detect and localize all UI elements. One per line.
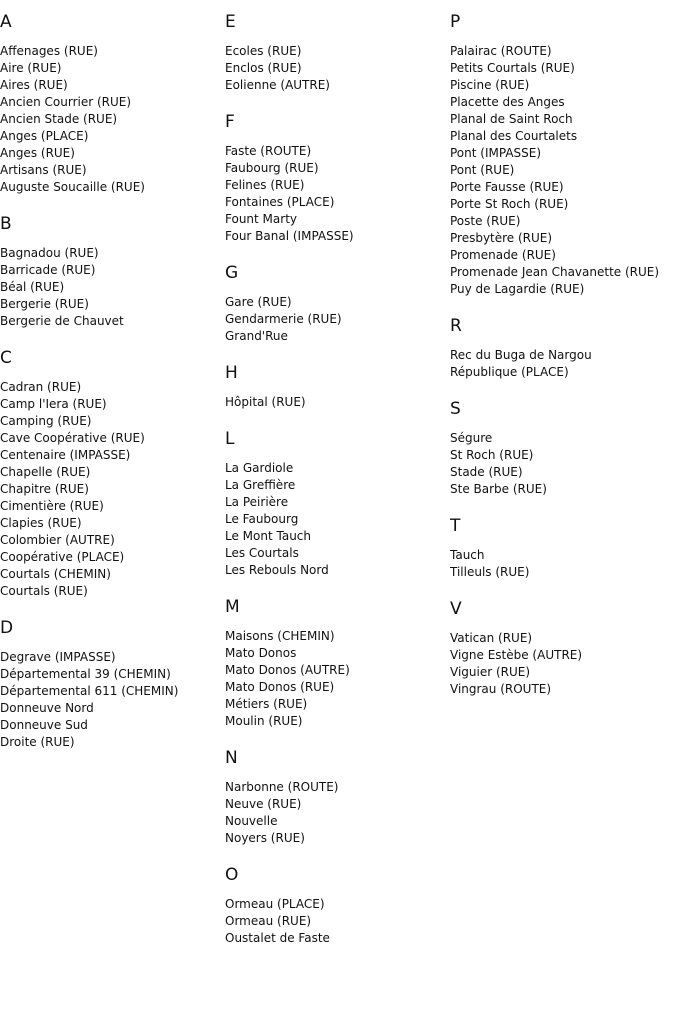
street-list: [225, 43, 449, 94]
letter-section-p: [450, 12, 675, 298]
street-name: Placette des Anges: [450, 95, 565, 109]
letter-section-n: [225, 748, 449, 847]
section-letter-heading: S: [450, 399, 461, 419]
street-name: Cadran (RUE): [0, 380, 82, 394]
street-name: Mato Donos: [225, 646, 297, 660]
street-name: Barricade (RUE): [0, 263, 96, 277]
street-name: Anges (PLACE): [0, 129, 89, 143]
street-name: Droite (RUE): [0, 735, 75, 749]
letter-section-l: [225, 429, 449, 579]
street-name: République (PLACE): [450, 365, 569, 379]
street-name: Nouvelle: [225, 814, 278, 828]
street-name: Tauch: [450, 548, 485, 562]
section-letter-heading: G: [225, 263, 239, 283]
street-name: Métiers (RUE): [225, 697, 308, 711]
street-list: [450, 43, 675, 298]
street-name: La Peirière: [225, 495, 289, 509]
street-name: Fount Marty: [225, 212, 297, 226]
street-name: Cave Coopérative (RUE): [0, 431, 145, 445]
street-name: Le Faubourg: [225, 512, 299, 526]
street-name: Ancien Courrier (RUE): [0, 95, 132, 109]
section-letter-heading: T: [450, 516, 461, 536]
street-name: Piscine (RUE): [450, 78, 530, 92]
street-name: Ségure: [450, 431, 493, 445]
street-name: Oustalet de Faste: [225, 931, 330, 945]
section-letter-heading: O: [225, 865, 239, 885]
street-name: Centenaire (IMPASSE): [0, 448, 131, 462]
street-name: Mato Donos (RUE): [225, 680, 335, 694]
letter-section-m: [225, 597, 449, 730]
street-name: Départemental 39 (CHEMIN): [0, 667, 171, 681]
section-letter-heading: D: [0, 618, 14, 638]
street-name: Ancien Stade (RUE): [0, 112, 118, 126]
street-name: Fontaines (PLACE): [225, 195, 335, 209]
street-name: Porte Fausse (RUE): [450, 180, 564, 194]
street-name: Vigne Estèbe (AUTRE): [450, 648, 583, 662]
street-name: Ste Barbe (RUE): [450, 482, 547, 496]
street-name: La Greffière: [225, 478, 296, 492]
street-name: Camping (RUE): [0, 414, 92, 428]
section-letter-heading: B: [0, 214, 12, 234]
street-name: Les Rebouls Nord: [225, 563, 329, 577]
street-name: Camp l'Iera (RUE): [0, 397, 107, 411]
street-name: Coopérative (PLACE): [0, 550, 125, 564]
street-name: Viguier (RUE): [450, 665, 531, 679]
street-name: Mato Donos (AUTRE): [225, 663, 350, 677]
letter-section-f: [225, 112, 449, 245]
street-name: Bagnadou (RUE): [0, 246, 99, 260]
street-name: Pont (RUE): [450, 163, 515, 177]
street-list: [225, 143, 449, 245]
street-name: Moulin (RUE): [225, 714, 303, 728]
street-name: Tilleuls (RUE): [450, 565, 530, 579]
street-name: Vingrau (ROUTE): [450, 682, 552, 696]
street-name: Planal de Saint Roch: [450, 112, 573, 126]
street-name: Planal des Courtalets: [450, 129, 578, 143]
street-name: La Gardiole: [225, 461, 294, 475]
street-name: Vatican (RUE): [450, 631, 533, 645]
street-list: [225, 294, 449, 345]
street-name: Clapies (RUE): [0, 516, 82, 530]
index-column-1: [0, 0, 224, 769]
street-name: Bergerie (RUE): [0, 297, 89, 311]
street-name: Degrave (IMPASSE): [0, 650, 116, 664]
street-list: [450, 630, 675, 698]
street-name: Enclos (RUE): [225, 61, 302, 75]
street-name: Felines (RUE): [225, 178, 305, 192]
street-name: Puy de Lagardie (RUE): [450, 282, 585, 296]
street-name: Artisans (RUE): [0, 163, 87, 177]
street-name: Promenade (RUE): [450, 248, 556, 262]
street-name: Eolienne (AUTRE): [225, 78, 330, 92]
letter-section-h: [225, 363, 449, 411]
street-name: Gendarmerie (RUE): [225, 312, 342, 326]
street-name: Maisons (CHEMIN): [225, 629, 335, 643]
street-name: Ormeau (PLACE): [225, 897, 325, 911]
street-list: [225, 628, 449, 730]
letter-section-o: [225, 865, 449, 947]
section-letter-heading: H: [225, 363, 238, 383]
street-name: Four Banal (IMPASSE): [225, 229, 354, 243]
street-name: Faubourg (RUE): [225, 161, 319, 175]
street-list: [0, 379, 224, 600]
section-letter-heading: M: [225, 597, 240, 617]
letter-section-b: [0, 214, 224, 330]
street-list: [0, 649, 224, 751]
street-name: Courtals (CHEMIN): [0, 567, 111, 581]
street-name: Stade (RUE): [450, 465, 523, 479]
street-name: Narbonne (ROUTE): [225, 780, 339, 794]
section-letter-heading: V: [450, 599, 462, 619]
street-name: Ecoles (RUE): [225, 44, 302, 58]
section-letter-heading: N: [225, 748, 238, 768]
street-name: Porte St Roch (RUE): [450, 197, 569, 211]
letter-section-v: [450, 599, 675, 698]
section-letter-heading: P: [450, 12, 461, 32]
section-letter-heading: C: [0, 348, 12, 368]
street-name: St Roch (RUE): [450, 448, 534, 462]
letter-section-s: [450, 399, 675, 498]
street-name: Presbytère (RUE): [450, 231, 553, 245]
street-name: Anges (RUE): [0, 146, 75, 160]
street-name: Affenages (RUE): [0, 44, 98, 58]
street-name: Bergerie de Chauvet: [0, 314, 124, 328]
index-column-2: [225, 0, 449, 965]
street-list: [225, 779, 449, 847]
index-column-3: [450, 0, 675, 716]
street-name: Pont (IMPASSE): [450, 146, 542, 160]
street-name: Aire (RUE): [0, 61, 62, 75]
letter-section-e: [225, 12, 449, 94]
street-name: Petits Courtals (RUE): [450, 61, 575, 75]
street-list: [225, 394, 449, 411]
street-name: Chapitre (RUE): [0, 482, 89, 496]
street-name: Chapelle (RUE): [0, 465, 91, 479]
street-list: [450, 430, 675, 498]
street-name: Faste (ROUTE): [225, 144, 312, 158]
street-name: Hôpital (RUE): [225, 395, 306, 409]
street-name: Aires (RUE): [0, 78, 68, 92]
street-name: Gare (RUE): [225, 295, 292, 309]
section-letter-heading: F: [225, 112, 235, 132]
letter-section-r: [450, 316, 675, 381]
street-list: [450, 347, 675, 381]
letter-section-a: [0, 12, 224, 196]
street-name: Palairac (ROUTE): [450, 44, 552, 58]
section-letter-heading: L: [225, 429, 235, 449]
street-list: [225, 460, 449, 579]
section-letter-heading: E: [225, 12, 236, 32]
street-name: Les Courtals: [225, 546, 299, 560]
street-name: Le Mont Tauch: [225, 529, 311, 543]
letter-section-d: [0, 618, 224, 751]
section-letter-heading: A: [0, 12, 12, 32]
street-name: Cimentière (RUE): [0, 499, 104, 513]
letter-section-t: [450, 516, 675, 581]
street-name: Rec du Buga de Nargou: [450, 348, 592, 362]
letter-section-g: [225, 263, 449, 345]
street-name: Neuve (RUE): [225, 797, 302, 811]
street-name: Donneuve Nord: [0, 701, 94, 715]
street-name: Auguste Soucaille (RUE): [0, 180, 145, 194]
street-name: Béal (RUE): [0, 280, 65, 294]
street-name: Noyers (RUE): [225, 831, 305, 845]
section-letter-heading: R: [450, 316, 462, 336]
street-name: Poste (RUE): [450, 214, 521, 228]
street-list: [225, 896, 449, 947]
letter-section-c: [0, 348, 224, 600]
street-name: Grand'Rue: [225, 329, 288, 343]
street-name: Départemental 611 (CHEMIN): [0, 684, 179, 698]
street-name: Promenade Jean Chavanette (RUE): [450, 265, 660, 279]
street-list: [0, 43, 224, 196]
street-name: Courtals (RUE): [0, 584, 88, 598]
street-name: Colombier (AUTRE): [0, 533, 115, 547]
street-list: [0, 245, 224, 330]
street-name: Donneuve Sud: [0, 718, 88, 732]
street-list: [450, 547, 675, 581]
street-name: Ormeau (RUE): [225, 914, 312, 928]
